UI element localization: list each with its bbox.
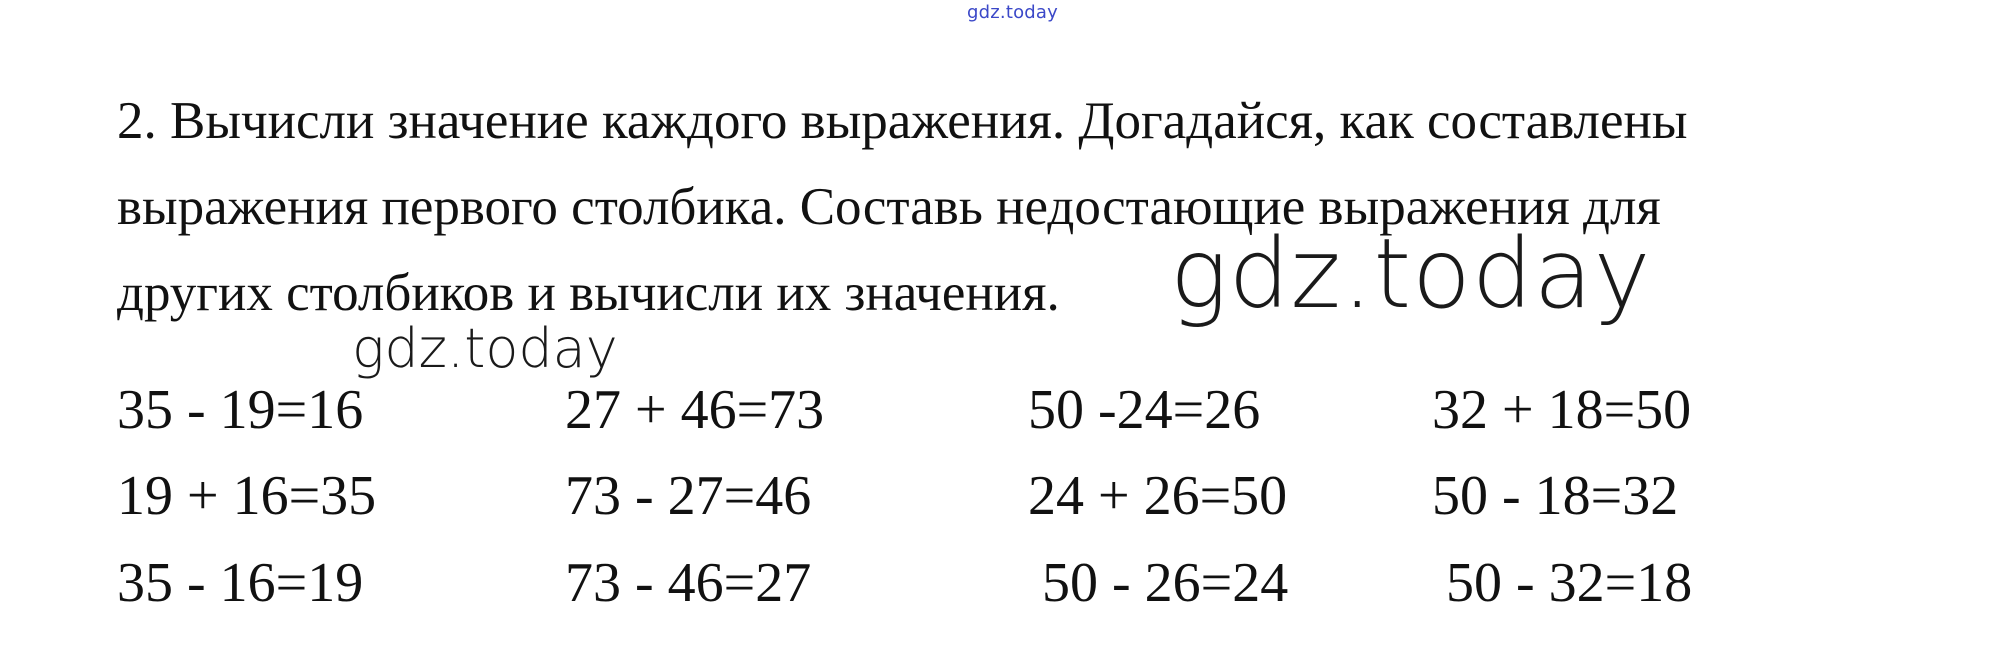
watermark-large: gdz.today [1170,218,1652,330]
expression-col3-row1: 50 -24=26 [1028,379,1261,441]
task-line-2: выражения первого столбика. Составь недостающие выражения для [117,178,1661,236]
expression-col2-row1: 27 + 46=73 [565,379,825,441]
expression-col4-row3: 50 - 32=18 [1432,552,1693,614]
expression-col4-row2: 50 - 18=32 [1432,465,1679,527]
watermark-top: gdz.today [967,2,1059,23]
task-line-3: других столбиков и вычисли их значения. [117,264,1060,322]
expression-col3-row2: 24 + 26=50 [1028,465,1288,527]
expression-col2-row3: 73 - 46=27 [565,552,812,614]
expression-col1-row3: 35 - 16=19 [117,552,364,614]
expression-col2-row2: 73 - 27=46 [565,465,812,527]
expression-col1-row2: 19 + 16=35 [117,465,377,527]
task-line-1: 2. Вычисли значение каждого выражения. Догадайся, как составлены [117,92,1688,150]
expression-col4-row1: 32 + 18=50 [1432,379,1692,441]
watermark-medium: gdz.today [352,317,618,380]
expression-col3-row3: 50 - 26=24 [1028,552,1289,614]
expression-col1-row1: 35 - 19=16 [117,379,364,441]
